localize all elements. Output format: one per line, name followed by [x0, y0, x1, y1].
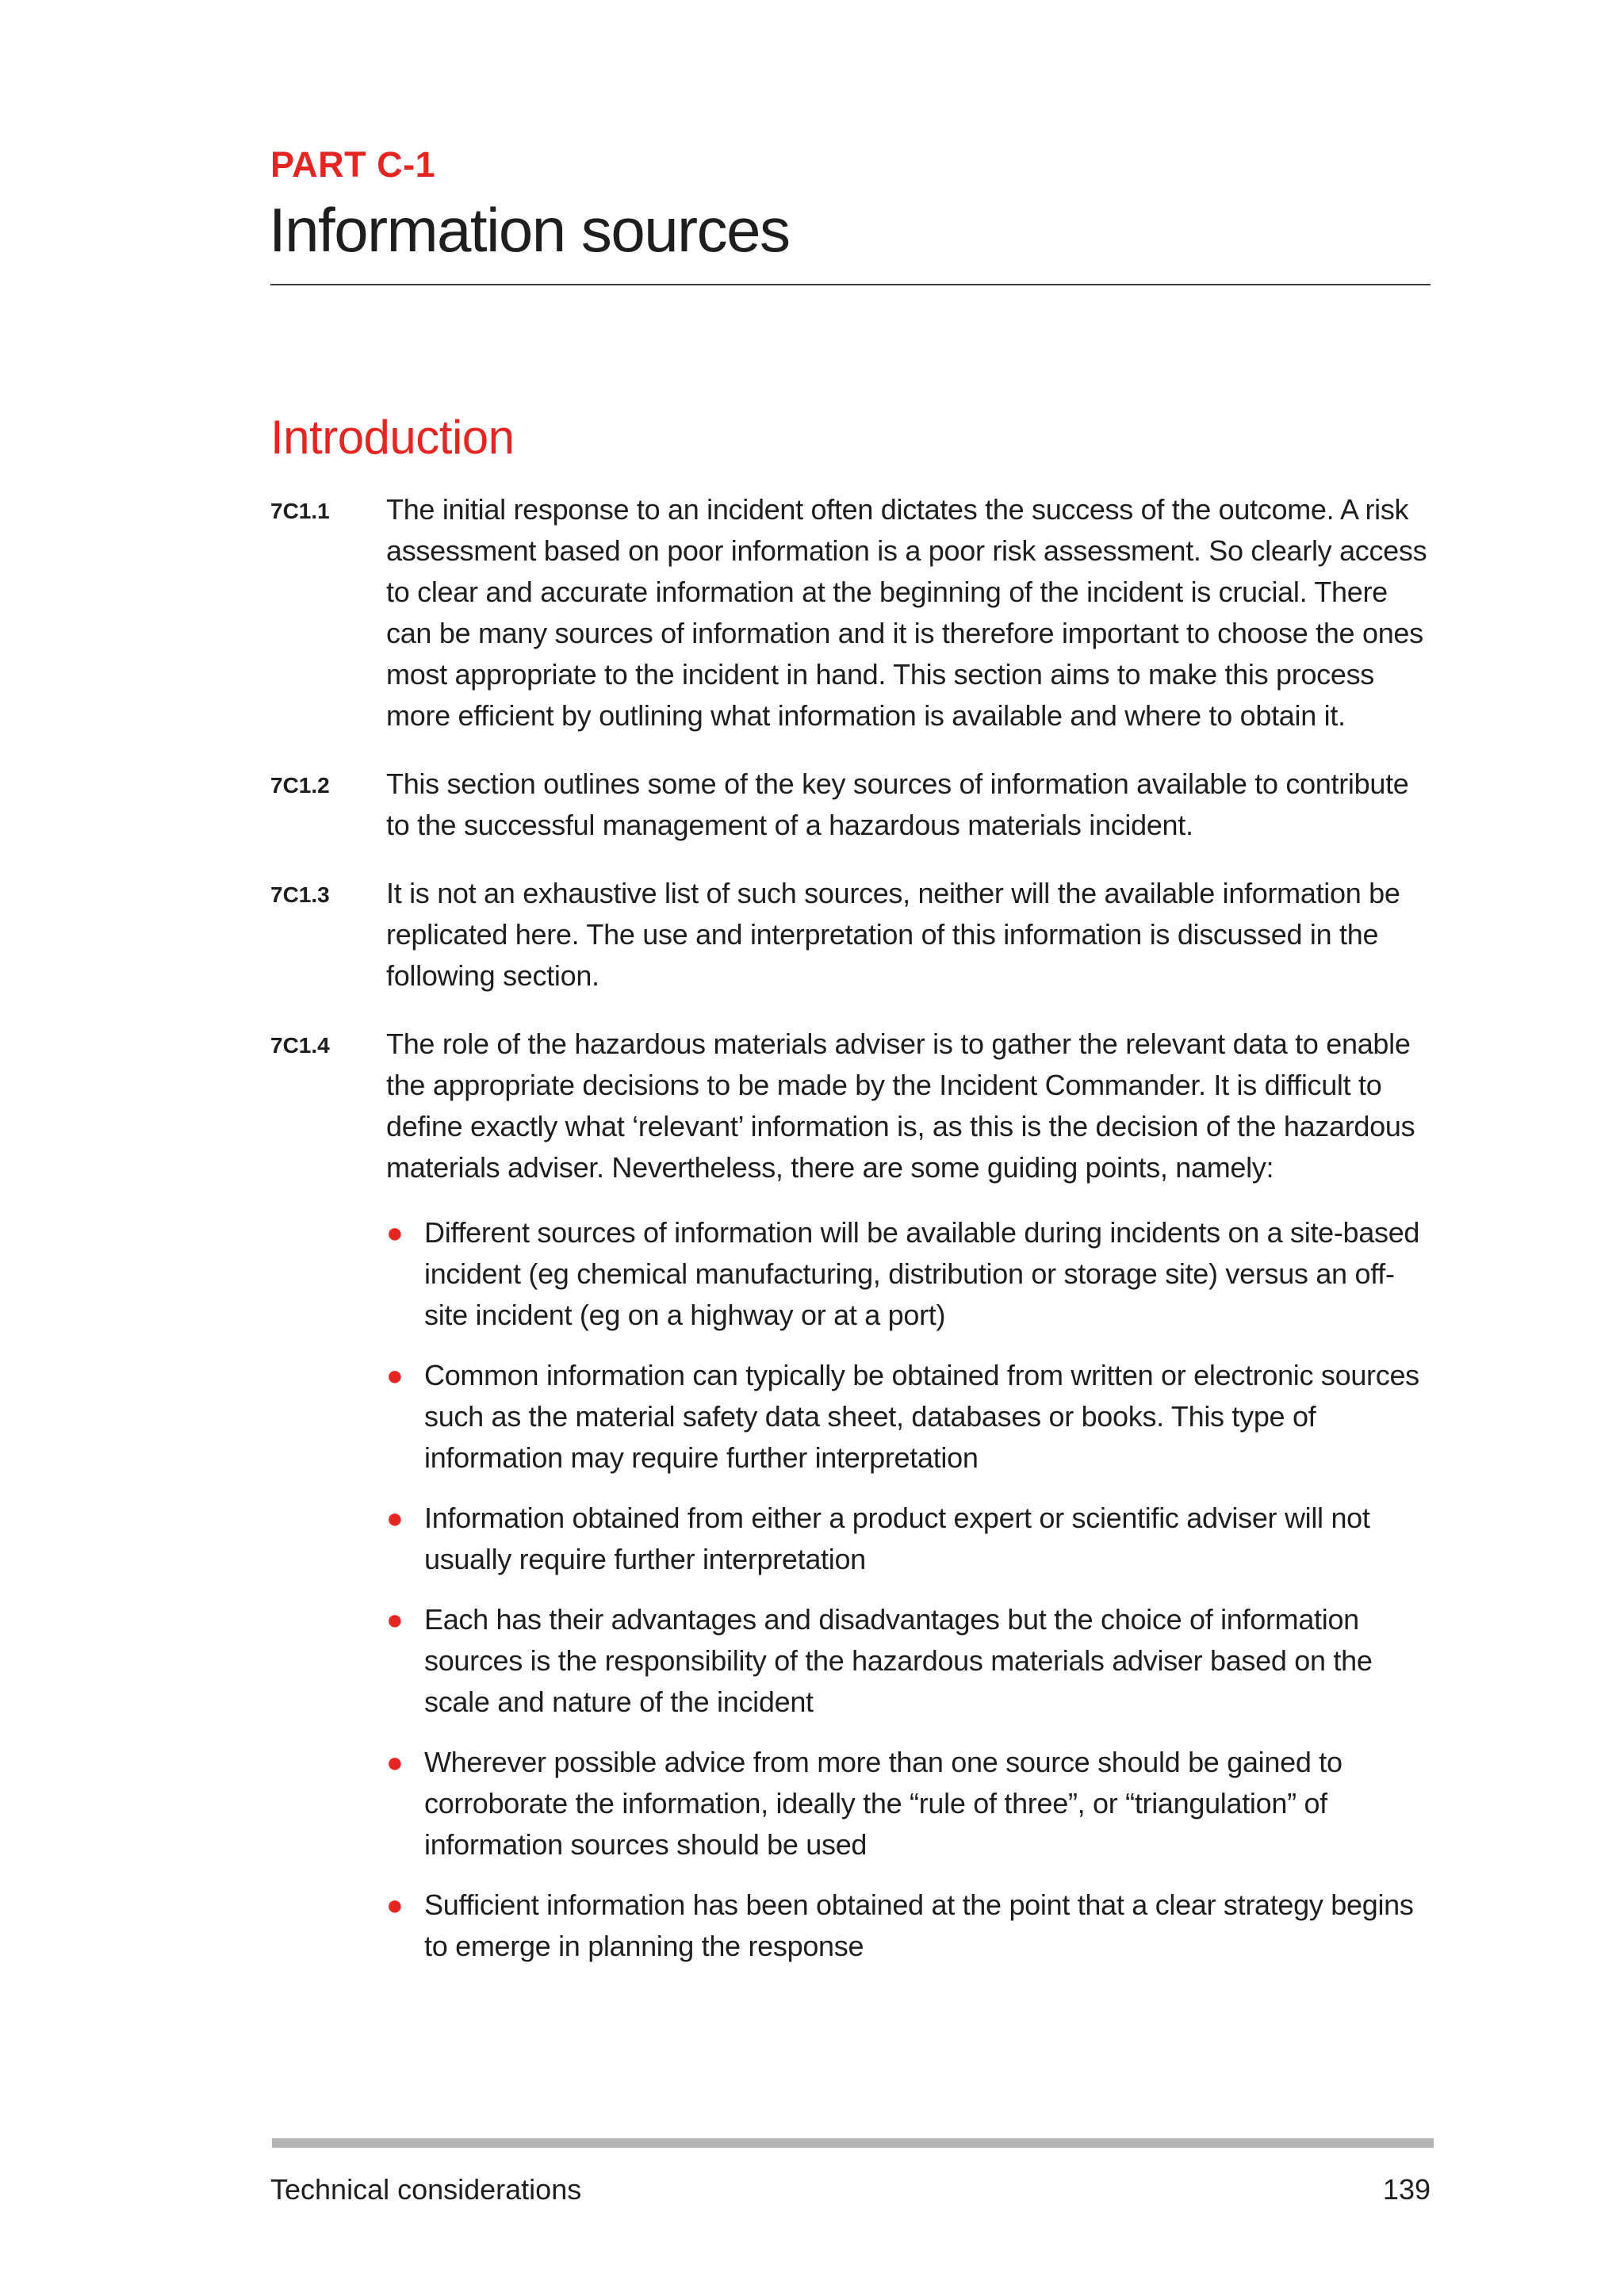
paragraph-number: 7C1.4 [270, 1033, 330, 1058]
paragraph [270, 873, 1436, 997]
paragraph-number: 7C1.3 [270, 882, 330, 907]
guiding-points-list [386, 1212, 1436, 1967]
paragraph [270, 489, 1436, 737]
list-item [386, 1355, 1436, 1479]
paragraph [270, 1024, 1436, 1188]
paragraph-number: 7C1.1 [270, 499, 330, 523]
list-item [386, 1599, 1436, 1723]
bullet-icon: ● [386, 1216, 404, 1249]
page-number: 139 [1382, 2173, 1431, 2206]
paragraph-text: This section outlines some of the key sources of information available to contribute to the successful management of a hazardous materials incident. [386, 767, 1409, 841]
list-item-text: Each has their advantages and disadvantages but the choice of information sources is the responsibility of the hazardous materials adviser based on the scale and nature of the incident [424, 1603, 1373, 1718]
paragraph-text: The role of the hazardous materials adviser is to gather the relevant data to enable the appropriate decisions to be made by the Incident Commander. It is difficult to define exactly what ‘relevant’ information is, as this is the decision of the hazardous materials adviser. Nevertheless, there are some guiding points, namely: [386, 1027, 1415, 1184]
list-item-text: Wherever possible advice from more than one source should be gained to corroborate the information, ideally the “rule of three”, or “triangulation” of information sources should be used [424, 1746, 1342, 1861]
list-item [386, 1885, 1436, 1967]
title-divider [270, 284, 1431, 285]
list-item [386, 1212, 1436, 1336]
footer-section-name: Technical considerations [270, 2173, 582, 2206]
bullet-icon: ● [386, 1603, 404, 1636]
bullet-icon: ● [386, 1746, 404, 1778]
part-label: PART C-1 [270, 144, 436, 185]
section-heading: Introduction [270, 411, 515, 464]
paragraph-text: The initial response to an incident often dictates the success of the outcome. A risk assessment based on poor information is a poor risk assessment. So clearly access to clear and accurate information at the beginning of the incident is crucial. There can be many sources of information and it is therefore important to choose the ones most appropriate to the incident in hand. This section aims to make this process more efficient by outlining what information is available and where to obtain it. [386, 493, 1427, 732]
list-item-text: Different sources of information will be available during incidents on a site-based incident (eg chemical manufacturing, distribution or storage site) versus an off-site incident (eg on a highway or at a port) [424, 1216, 1420, 1331]
footer-divider [272, 2138, 1434, 2148]
paragraph [270, 763, 1436, 846]
list-item-text: Common information can typically be obtained from written or electronic sources such as the material safety data sheet, databases or books. This type of information may require further interpretation [424, 1359, 1419, 1474]
bullet-icon: ● [386, 1359, 404, 1391]
paragraph-text: It is not an exhaustive list of such sources, neither will the available information be replicated here. The use and interpretation of this information is discussed in the following section. [386, 877, 1400, 992]
list-item-text: Information obtained from either a product expert or scientific adviser will not usually require further interpretation [424, 1502, 1370, 1575]
bullet-icon: ● [386, 1888, 404, 1921]
bullet-icon: ● [386, 1502, 404, 1534]
paragraph-number: 7C1.2 [270, 773, 330, 798]
list-item-text: Sufficient information has been obtained at the point that a clear strategy begins to emerge in planning the response [424, 1888, 1414, 1962]
page-title: Information sources [269, 195, 790, 265]
paragraph-list [270, 489, 1436, 1986]
list-item [386, 1742, 1436, 1866]
list-item [386, 1498, 1436, 1580]
